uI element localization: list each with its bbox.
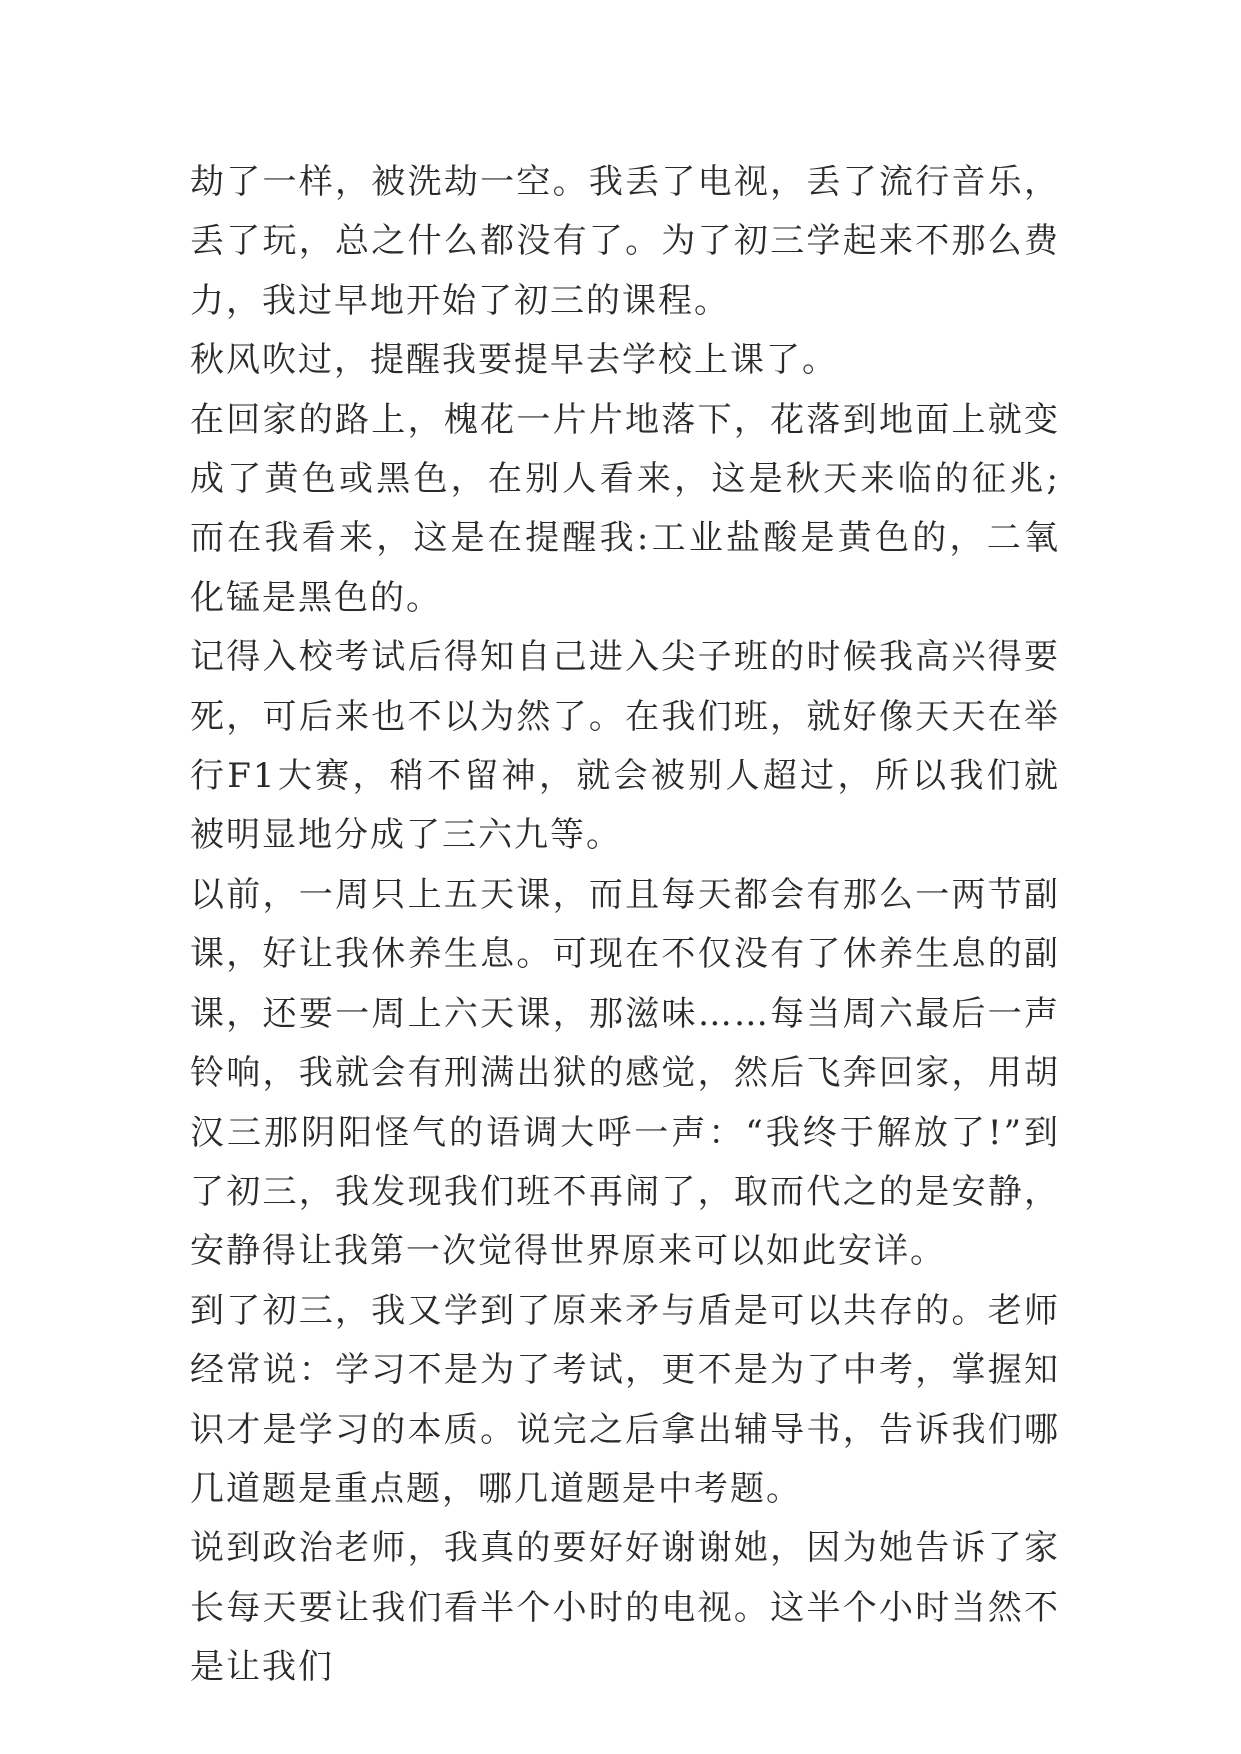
paragraph-5: 以前，一周只上五天课，而且每天都会有那么一两节副课，好让我休养生息。可现在不仅没有了休养生息的副课，还要一周上六天课，那滋味……每当周六最后一声铃响，我就会有刑满出狱的感觉，然后飞奔回家，用胡汉三那阴阳怪气的语调大呼一声：“我终于解放了!”到了初三，我发现我们班不再闹了，取而代之的是安静，安静得让我第一次觉得世界原来可以如此安详。 [190,874,1060,1272]
paragraph-3: 在回家的路上，槐花一片片地落下，花落到地面上就变成了黄色或黑色，在别人看来，这是秋天来临的征兆;而在我看来，这是在提醒我:工业盐酸是黄色的，二氧化锰是黑色的。 [190,399,1060,618]
paragraph-4: 记得入校考试后得知自己进入尖子班的时候我高兴得要死，可后来也不以为然了。在我们班，就好像天天在举行F1大赛，稍不留神，就会被别人超过，所以我们就被明显地分成了三六九等。 [190,637,1060,856]
paragraph-6: 到了初三，我又学到了原来矛与盾是可以共存的。老师经常说：学习不是为了考试，更不是为了中考，掌握知识才是学习的本质。说完之后拿出辅导书，告诉我们哪几道题是重点题，哪几道题是中考题。 [190,1290,1060,1509]
paragraph-7: 说到政治老师，我真的要好好谢谢她，因为她告诉了家长每天要让我们看半个小时的电视。这半个小时当然不是让我们 [190,1528,1060,1688]
paragraph-2: 秋风吹过，提醒我要提早去学校上课了。 [190,340,838,381]
paragraph-1: 劫了一样，被洗劫一空。我丢了电视，丢了流行音乐，丢了玩，总之什么都没有了。为了初三学起来不那么费力，我过早地开始了初三的课程。 [190,162,1060,321]
document-body [190,153,1060,1698]
